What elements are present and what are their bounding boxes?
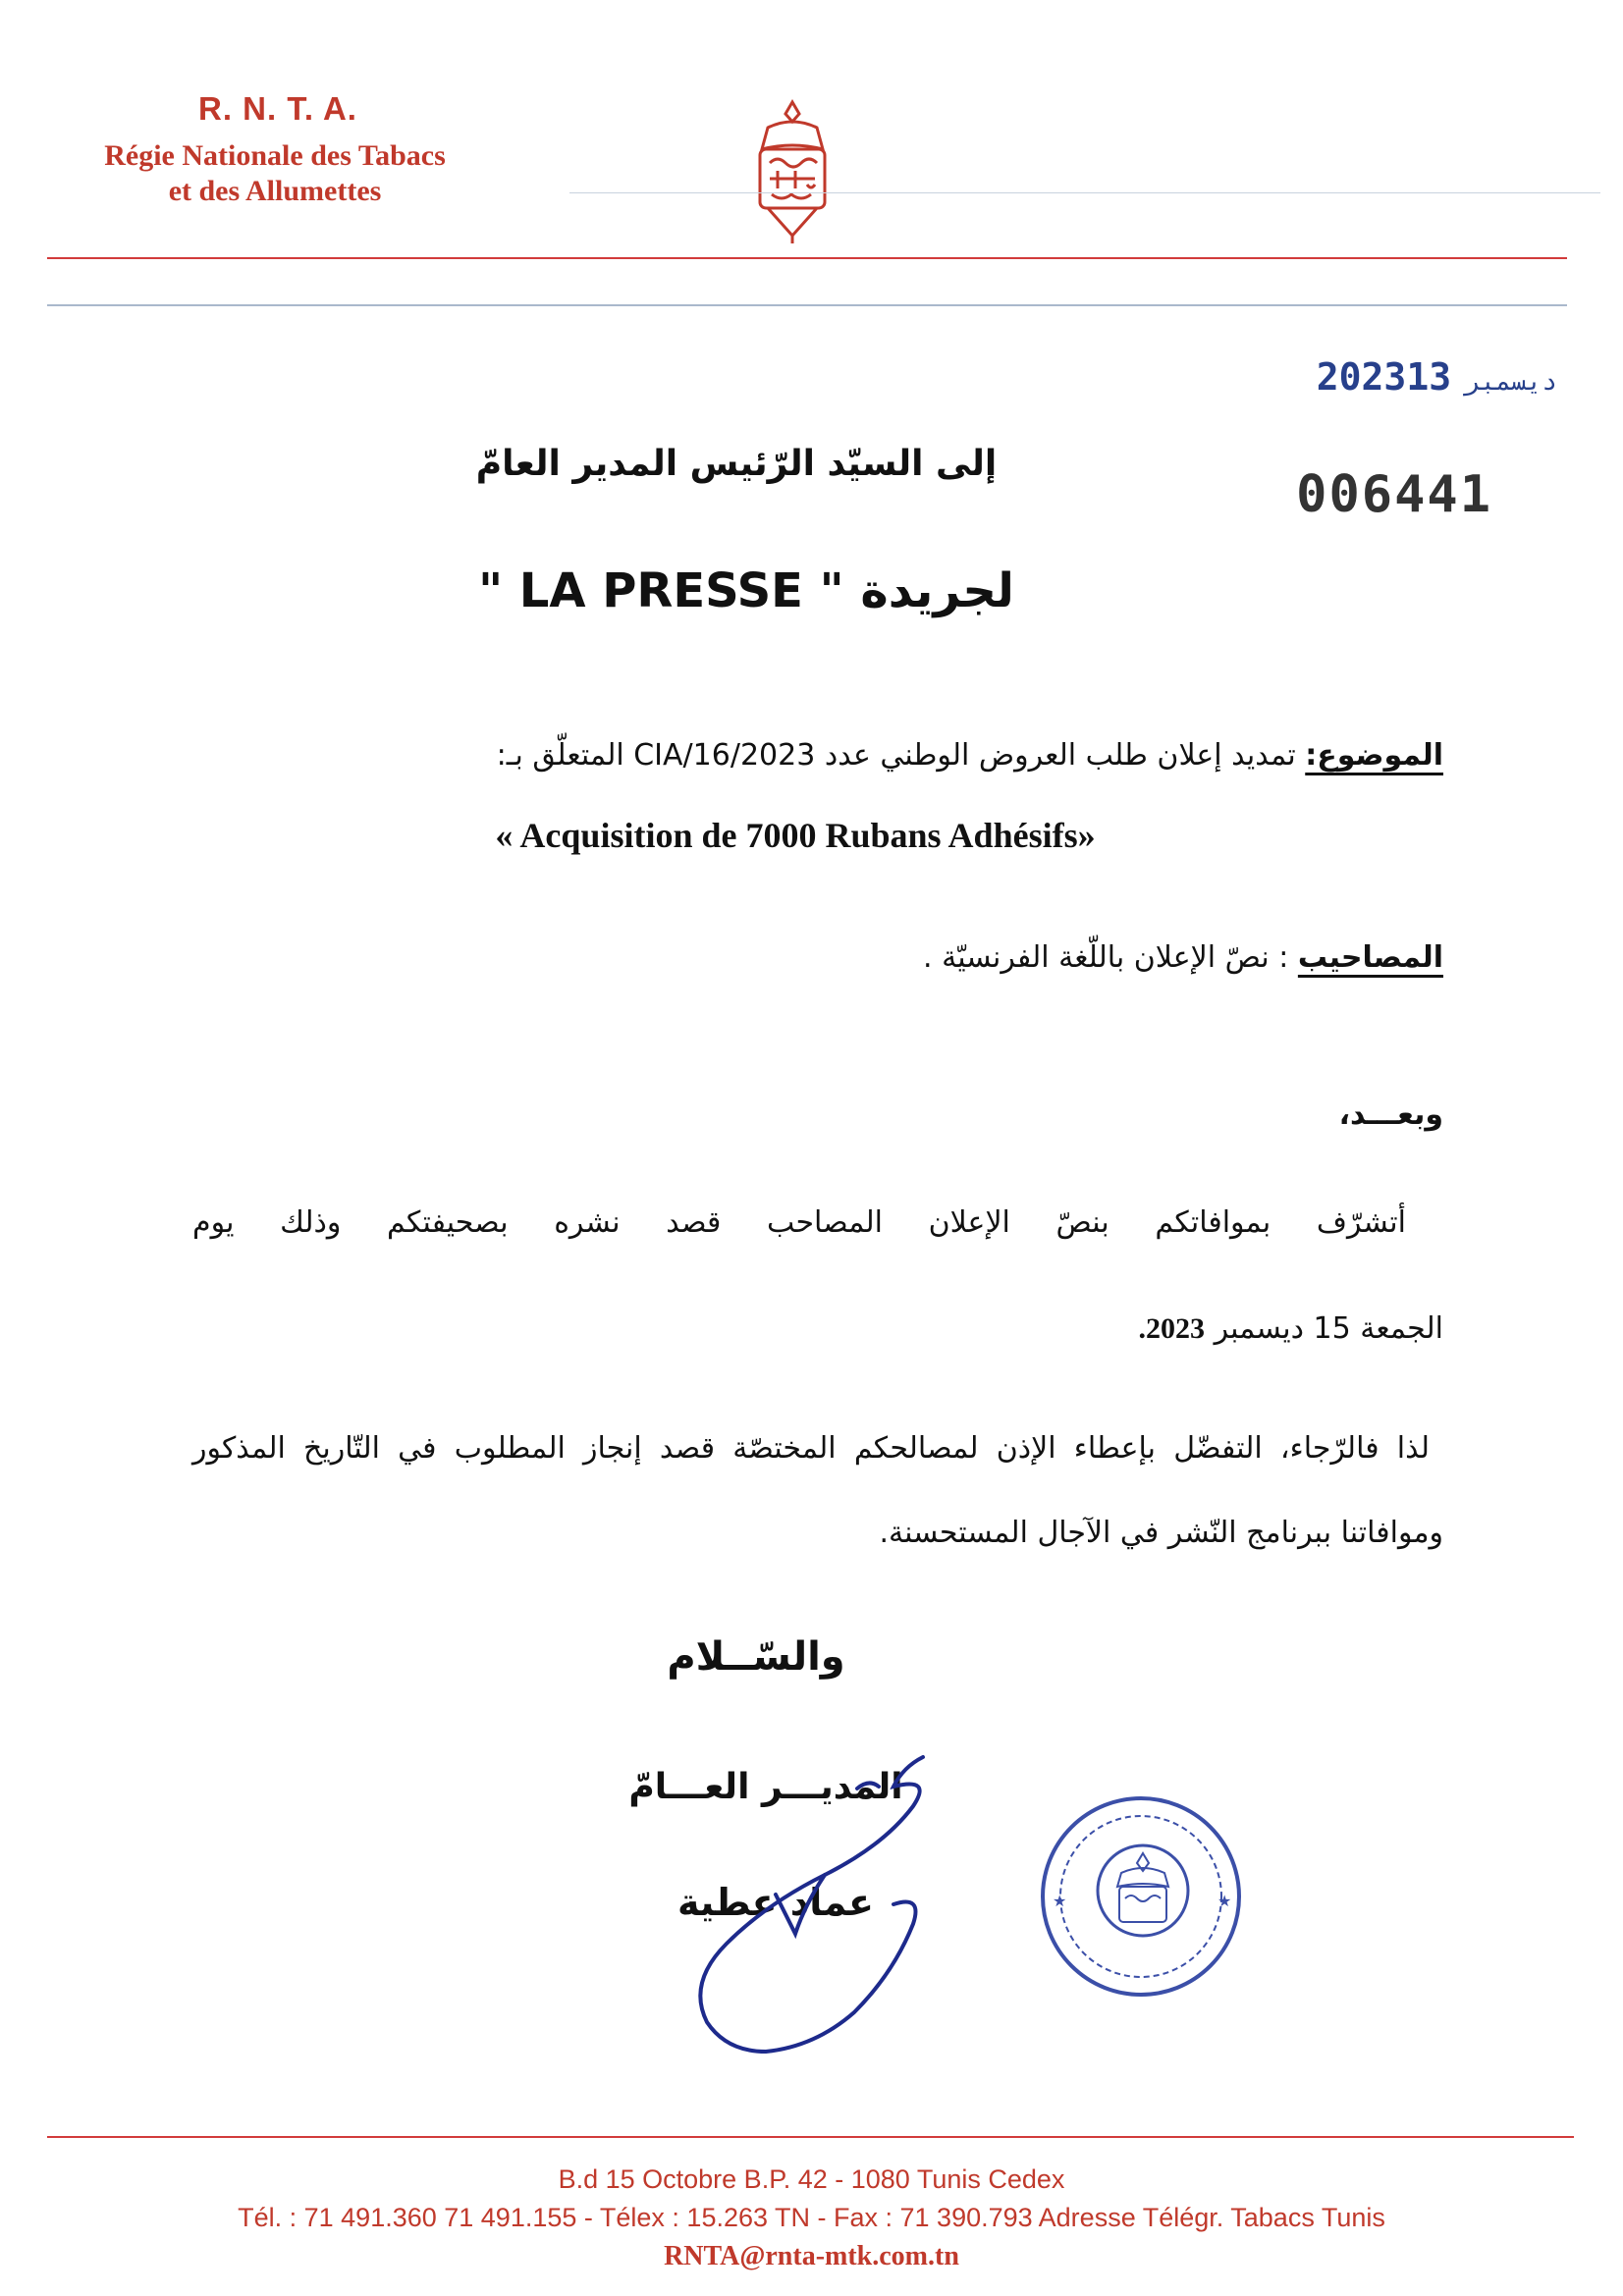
subject-french-title: « Acquisition de 7000 Rubans Adhésifs» [495, 816, 1096, 855]
header-divider-blue [47, 304, 1567, 306]
footer-divider [47, 2136, 1574, 2138]
addressee-newspaper: لجريدة " LA PRESSE " [478, 563, 1014, 618]
footer-address: B.d 15 Octobre B.P. 42 - 1080 Tunis Cedex [558, 2164, 1065, 2194]
stamp-year: 2023 [1316, 355, 1407, 399]
header-top-rule [569, 192, 1600, 193]
svg-text:★: ★ [1217, 1892, 1232, 1910]
footer-email: RNTA@rnta-mtk.com.tn [664, 2241, 959, 2271]
official-seal-icon [1033, 1789, 1249, 2004]
subject-line [295, 738, 1443, 773]
signatory-title: المديـــر العـــامّ [628, 1767, 903, 1807]
company-name-line2: et des Allumettes [168, 175, 382, 207]
stamp-day: 13 [1406, 355, 1452, 399]
stamp-month: ديسمبر [1465, 367, 1557, 397]
paragraph-2-line-2: وموافاتنا ببرنامج النّشر في الآجال المستحسنة. [879, 1516, 1443, 1550]
subject-label: الموضوع: [1305, 738, 1443, 773]
greeting: وبعـــد، [1338, 1097, 1443, 1132]
footer-contacts: Tél. : 71 491.360 71 491.155 - Télex : 15.263 TN - Fax : 71 390.793 Adresse Télégr. Tabacs Tunis [238, 2203, 1385, 2232]
addressee-title: إلى السيّد الرّئيس المدير العامّ [475, 444, 998, 484]
subject-text: تمديد إعلان طلب العروض الوطني عدد 2023/CIA/16 المتعلّق بـ: [496, 738, 1296, 773]
date-stamp [1276, 355, 1571, 399]
paragraph-1-line-2 [628, 1311, 1443, 1346]
handwritten-signature-icon [628, 1747, 962, 2061]
attachment-label: المصاحيب [1297, 940, 1443, 975]
reference-number: 006441 [1296, 465, 1492, 524]
attachment-line [295, 940, 1443, 975]
company-abbreviation: R. N. T. A. [198, 90, 357, 127]
publication-day: الجمعة 15 ديسمبر [1214, 1311, 1443, 1346]
closing-salutation: والسّــلام [667, 1634, 845, 1680]
publication-year: 2023. [1138, 1312, 1206, 1345]
header-divider-red [47, 257, 1567, 259]
svg-text:★: ★ [1053, 1892, 1067, 1910]
paragraph-1-line-1: أتشرّف بموافاتكم بنصّ الإعلان المصاحب قصد نشره بصحيفتكم وذلك يوم [192, 1205, 1406, 1240]
paragraph-2-line-1: لذا فالرّجاء، التفضّل بإعطاء الإذن لمصالحكم المختصّة قصد إنجاز المطلوب في التّاريخ المذكور [192, 1431, 1430, 1466]
rnta-emblem-icon [738, 98, 846, 245]
signatory-name: عماد عطية [677, 1881, 874, 1924]
attachment-text: : نصّ الإعلان باللّغة الفرنسيّة . [923, 940, 1289, 975]
company-name-line1: Régie Nationale des Tabacs [104, 139, 446, 172]
